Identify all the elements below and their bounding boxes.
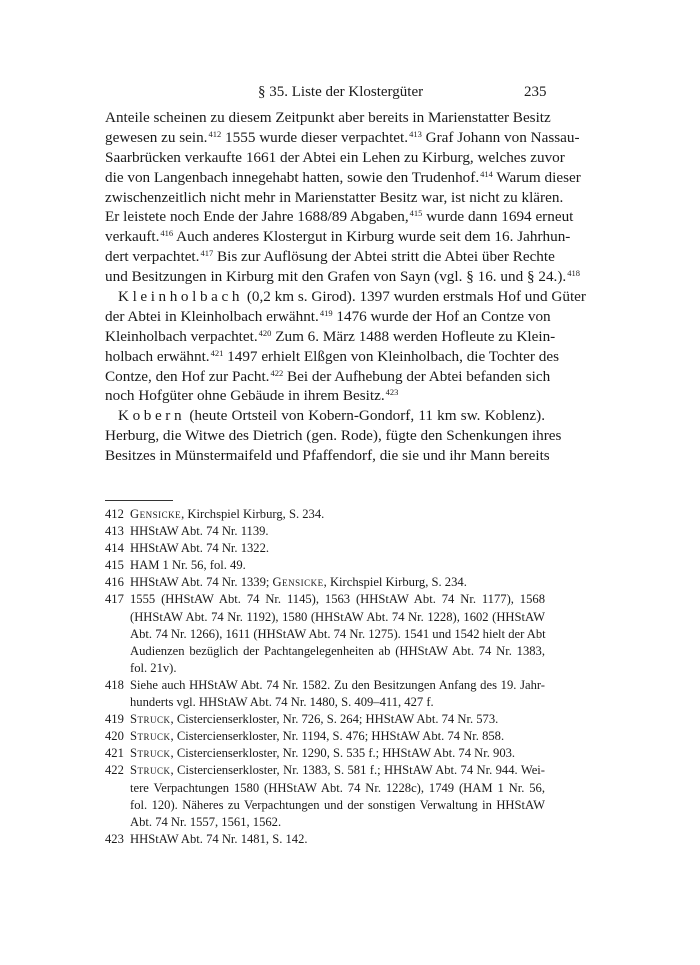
text-line: Kleinholbach (0,2 km s. Girod). 1397 wurden erstmals Hof und Güter [118, 288, 586, 306]
text-line: und Besitzungen in Kirburg mit den Grafen von Sayn (vgl. § 16. und § 24.).$^{418}$ [105, 268, 580, 286]
footnote-number: 418 [105, 677, 124, 692]
text-line: Saarbrücken verkaufte 1661 der Abtei ein Lehen zu Kirburg, welches zuvor [105, 148, 565, 166]
footnote-separator [105, 500, 173, 501]
text-line: verkauft.$^{416}$ Auch anderes Klostergut in Kirburg wurde seit dem 16. Jahrhun- [105, 228, 571, 246]
footnote-415: 415 HAM 1 Nr. 56, fol. 49. [105, 557, 545, 574]
main-text [105, 108, 586, 466]
footnote-ref: 412 [208, 128, 222, 139]
place-name-kobern: Kobern [118, 407, 186, 425]
footnote-ref: 422 [270, 367, 284, 378]
footnote-412: 412 Gensicke, Kirchspiel Kirburg, S. 234. [105, 506, 545, 523]
footnote-422: 422 Struck, Cistercienserkloster, Nr. 1383, S. 581 f.; HHStAW Abt. 74 Nr. 944. Wei- tere Verpachtungen 1580 (HHStAW Abt. 74 Nr. 1228c), 1749 (HAM 1 Nr. 56, fol. 120). Näheres zu Verpachtungen und der sonstigen Verwaltung in HHStAW Abt. 74 Nr. 1557, 1561, 1562. [105, 763, 545, 829]
footnote-421: 421 Struck, Cistercienserkloster, Nr. 1290, S. 535 f.; HHStAW Abt. 74 Nr. 903. [105, 745, 545, 762]
author-name: Struck [130, 763, 171, 778]
text-line: Kleinholbach verpachtet.$^{420}$ Zum 6. März 1488 werden Hofleute zu Klein- [105, 327, 556, 345]
footnote-ref: 420 [258, 327, 272, 338]
running-head [0, 84, 700, 104]
author-name: Struck [130, 746, 171, 761]
place-name-kleinholbach: Kleinholbach [118, 288, 244, 306]
footnote-number: 417 [105, 592, 124, 607]
page-number: 235 [524, 84, 547, 100]
footnote-number: 422 [105, 763, 124, 778]
text-line: gewesen zu sein.$^{412}$ 1555 wurde dieser verpachtet.$^{413}$ Graf Johann von Nassau- [105, 128, 580, 146]
footnote-number: 415 [105, 558, 124, 573]
footnote-number: 423 [105, 831, 124, 846]
footnote-ref: 419 [319, 307, 333, 318]
text-line: Anteile scheinen zu diesem Zeitpunkt aber bereits in Marienstatter Besitz [105, 109, 551, 126]
text-line: dert verpachtet.$^{417}$ Bis zur Auflösung der Abtei stritt die Abtei über Rechte [105, 248, 555, 266]
footnote-ref: 421 [210, 347, 224, 358]
footnote-ref: 414 [480, 168, 493, 179]
footnote-417: 417 1555 (HHStAW Abt. 74 Nr. 1145), 1563 (HHStAW Abt. 74 Nr. 1177), 1568 (HHStAW Abt. 74 Nr. 1192), 1580 (HHStAW Abt. 74 Nr. 1228), 1602 (HHStAW Abt. 74 Nr. 1266), 1611 (HHStAW Abt. 74 Nr. 1275). 1541 und 1542 hielt der Abt Audienzen bezüglich der Pachtangelegenheiten ab (HHStAW Abt. 74 Nr. 1383, fol. 21v). [105, 592, 546, 675]
author-name: Gensicke [272, 575, 324, 590]
footnote-ref: 415 [409, 208, 423, 219]
text-line: die von Langenbach innegehabt hatten, sowie den Trudenhof.$^{414}$ Warum dieser [105, 168, 581, 186]
author-name: Gensicke [130, 507, 182, 521]
footnote-number: 420 [105, 729, 124, 744]
author-name: Struck [130, 729, 171, 744]
footnote-number: 421 [105, 746, 124, 761]
text-line: Er leistete noch Ende der Jahre 1688/89 Abgaben,$^{415}$ wurde dann 1694 erneut [105, 208, 574, 226]
footnote-ref: 423 [385, 387, 399, 398]
footnote-416: 416 HHStAW Abt. 74 Nr. 1339; Gensicke, Kirchspiel Kirburg, S. 234. [105, 574, 545, 591]
footnote-418: 418 Siehe auch HHStAW Abt. 74 Nr. 1582. Zu den Besitzungen Anfang des 19. Jahr- hunderts vgl. HHStAW Abt. 74 Nr. 1480, S. 409–411, 427 f. [105, 677, 545, 710]
footnote-419: 419 Struck, Cistercienserkloster, Nr. 726, S. 264; HHStAW Abt. 74 Nr. 573. [105, 711, 545, 728]
text-line: noch Hofgüter ohne Gebäude in ihrem Besitz.$^{423}$ [105, 387, 399, 405]
footnote-number: 419 [105, 712, 124, 727]
footnotes [105, 506, 545, 848]
footnote-ref: 417 [200, 248, 214, 259]
author-name: Struck [130, 712, 171, 727]
footnote-ref: 413 [409, 128, 422, 139]
footnote-number: 412 [105, 507, 124, 521]
footnote-413: 413 HHStAW Abt. 74 Nr. 1139. [105, 523, 545, 540]
footnote-ref: 418 [567, 268, 580, 279]
footnote-ref: 416 [160, 228, 174, 239]
text-line: Herburg, die Witwe des Dietrich (gen. Rode), fügte den Schenkungen ihres [105, 427, 562, 445]
text-line: Besitzes in Münstermaifeld und Pfaffendorf, die sie und ihr Mann bereits [105, 447, 550, 465]
footnote-423: 423 HHStAW Abt. 74 Nr. 1481, S. 142. [105, 831, 545, 848]
footnote-number: 416 [105, 575, 124, 590]
footnote-number: 414 [105, 541, 124, 556]
footnote-number: 413 [105, 524, 124, 539]
text-line: der Abtei in Kleinholbach erwähnt.$^{419}$ 1476 wurde der Hof an Contze von [105, 307, 551, 325]
text-line: Contze, den Hof zur Pacht.$^{422}$ Bei der Aufhebung der Abtei befanden sich [105, 367, 551, 385]
text-line: zwischenzeitlich nicht mehr in Marienstatter Besitz war, ist nicht zu klären. [105, 188, 564, 206]
text-line: Kobern (heute Ortsteil von Kobern-Gondorf, 11 km sw. Koblenz). [118, 407, 545, 425]
footnote-414: 414 HHStAW Abt. 74 Nr. 1322. [105, 540, 545, 557]
footnote-420: 420 Struck, Cistercienserkloster, Nr. 1194, S. 476; HHStAW Abt. 74 Nr. 858. [105, 728, 545, 745]
running-title: § 35. Liste der Klostergüter [258, 84, 424, 100]
text-line: holbach erwähnt.$^{421}$ 1497 erhielt Elßgen von Kleinholbach, die Tochter des [105, 347, 559, 365]
